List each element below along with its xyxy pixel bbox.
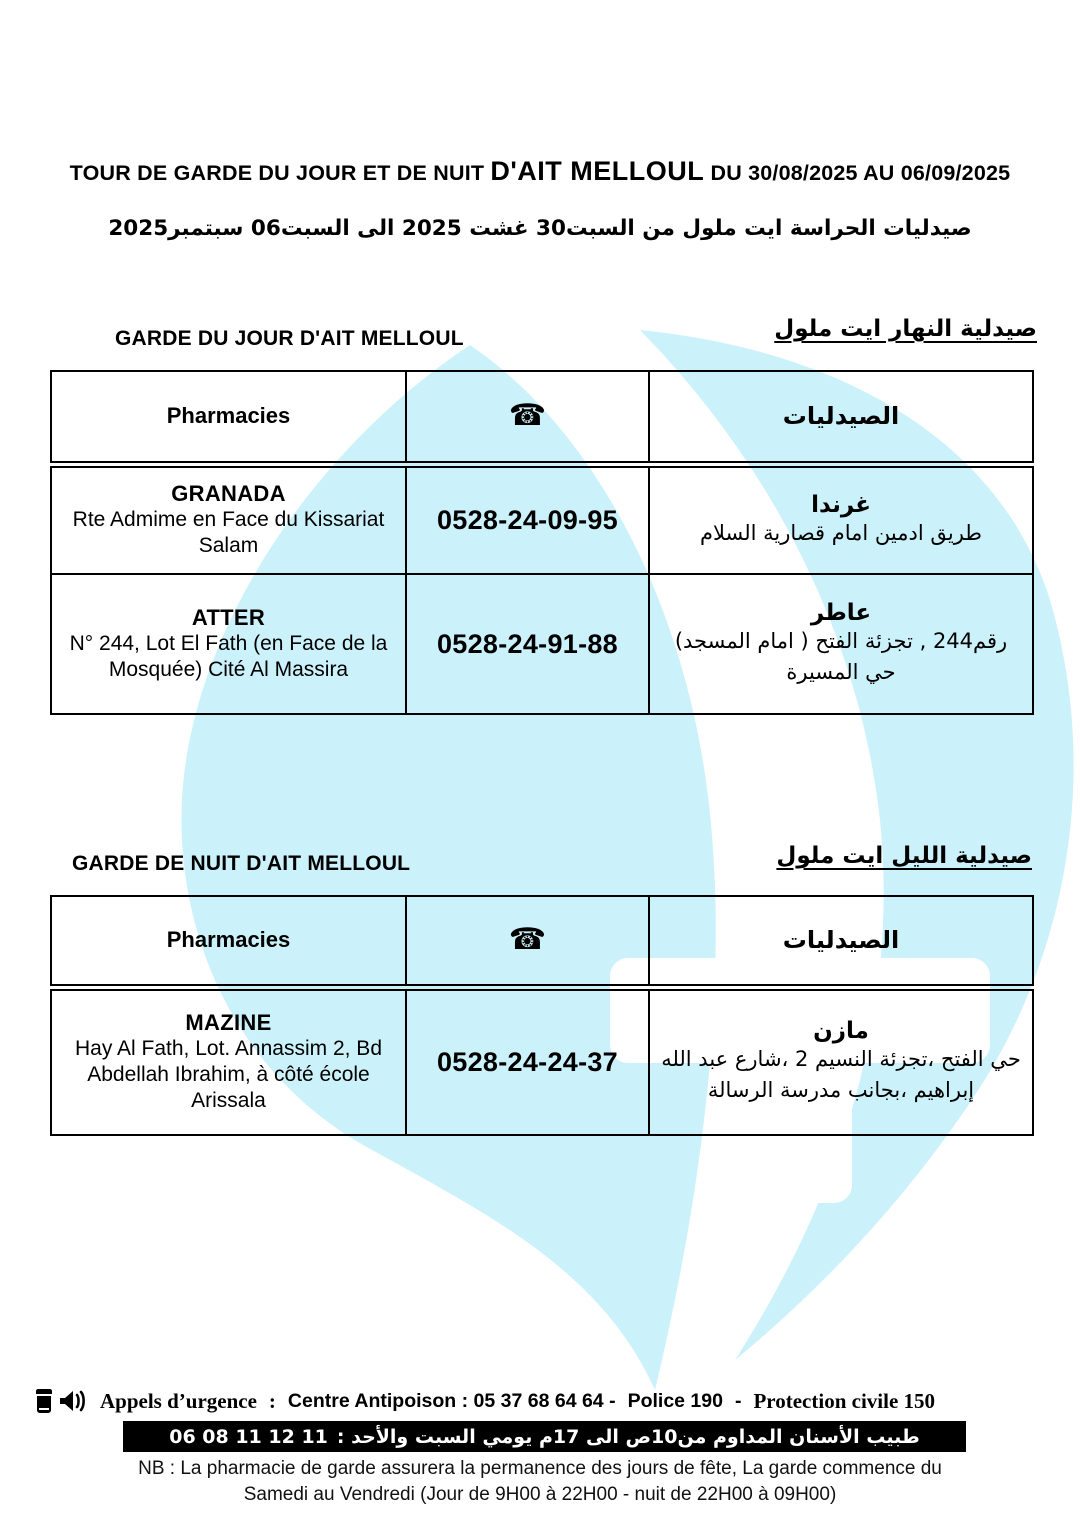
column-header-phone: [406, 896, 649, 987]
night-guard-header-row: [51, 896, 1033, 987]
pharmacy-cell: [51, 574, 406, 714]
pharmacy-phone: 0528-24-24-37: [406, 987, 649, 1135]
dentist-text-ar: طبيب الأسنان المداوم من10ص الى 17م يومي السبت والأحد :: [336, 1425, 920, 1448]
day-guard-heading-ar: صيدلية النهار ايت ملول: [774, 316, 1037, 342]
day-guard-table: [50, 370, 1034, 715]
pharmacy-name: GRANADA: [171, 481, 286, 506]
dentist-phone-number: 06 08 11 12 11: [169, 1425, 328, 1448]
dentist-on-duty-banner: [123, 1421, 966, 1452]
pharmacy-name-ar: غرندا: [811, 491, 871, 518]
document-title: [0, 156, 1080, 187]
pharmacy-name: MAZINE: [185, 1009, 272, 1035]
loudspeaker-icon: [58, 1388, 88, 1414]
pharmacy-address-ar: طريق ادمين امام قصارية السلام: [700, 520, 982, 545]
day-guard-heading-fr: GARDE DU JOUR D'AIT MELLOUL: [115, 327, 464, 350]
pharmacy-cell-ar: [649, 574, 1033, 714]
dash-separator: -: [734, 1389, 742, 1412]
table-row: [51, 464, 1033, 574]
day-guard-header-row: [51, 371, 1033, 464]
protection-civile-number: Protection civile 150: [753, 1388, 936, 1413]
pharmacy-name-ar: مازن: [813, 1017, 869, 1044]
pharmacy-address: N° 244, Lot El Fath (en Face de la Mosquée) Cité Al Massira: [69, 631, 388, 681]
pharmacy-cell-ar: [649, 987, 1033, 1135]
pharmacy-cell: [51, 987, 406, 1135]
police-number: Police 190: [627, 1389, 723, 1412]
emergency-numbers-line: [34, 1388, 1048, 1414]
title-city: D'AIT MELLOUL: [490, 156, 705, 186]
pharmacy-phone: 0528-24-91-88: [406, 574, 649, 714]
pharmacy-cell: [51, 464, 406, 574]
column-header-pharmacies: Pharmacies: [51, 896, 406, 987]
antipoison-number: Centre Antipoison : 05 37 68 64 64 -: [287, 1389, 616, 1412]
pharmacy-address-ar: رقم244 , تجزئة الفتح ( امام المسجد) حي المسيرة: [674, 628, 1008, 684]
column-header-phone: [406, 371, 649, 464]
column-header-pharmacies-ar: الصيدليات: [649, 371, 1033, 464]
document-subtitle-arabic: صيدليات الحراسة ايت ملول من السبت30 غشت 2025 الى السبت06 سبتمبر2025: [108, 216, 972, 241]
column-header-pharmacies: Pharmacies: [51, 371, 406, 464]
title-dates: DU 30/08/2025 AU 06/09/2025: [704, 161, 1011, 185]
pharmacy-name: ATTER: [191, 604, 266, 630]
emergency-separator: :: [268, 1388, 276, 1413]
emergency-icons: [34, 1388, 88, 1414]
pharmacy-address-ar: حي الفتح ،تجزئة النسيم 2 ،شارع عبد الله إبراهيم ،بجانب مدرسة الرسالة: [661, 1046, 1021, 1103]
table-row: [51, 574, 1033, 714]
pharmacy-phone: 0528-24-09-95: [406, 464, 649, 574]
table-row: [51, 987, 1033, 1135]
night-guard-table: [50, 895, 1034, 1136]
emergency-label: Appels d’urgence: [100, 1388, 257, 1413]
pharmacy-address: Hay Al Fath, Lot. Annassim 2, Bd Abdellah Ibrahim, à côté école Arissala: [75, 1036, 382, 1113]
telephone-icon: ☎: [508, 922, 547, 958]
night-guard-heading-fr: GARDE DE NUIT D'AIT MELLOUL: [72, 852, 411, 875]
title-prefix: TOUR DE GARDE DU JOUR ET DE NUIT: [69, 161, 491, 185]
pharmacy-name-ar: عاطر: [810, 599, 872, 626]
nb-note-line1: NB : La pharmacie de garde assurera la permanence des jours de fête, La garde commence du: [138, 1458, 942, 1479]
telephone-icon: ☎: [508, 398, 547, 434]
night-guard-heading-ar: صيدلية الليل ايت ملول: [776, 843, 1032, 869]
pharmacy-cell-ar: [649, 464, 1033, 574]
pharmacy-address: Rte Admime en Face du Kissariat Salam: [72, 508, 385, 558]
phone-receiver-icon: [34, 1388, 54, 1414]
nb-note-line2: Samedi au Vendredi (Jour de 9H00 à 22H00 - nuit de 22H00 à 09H00): [243, 1484, 837, 1505]
column-header-pharmacies-ar: الصيدليات: [649, 896, 1033, 987]
